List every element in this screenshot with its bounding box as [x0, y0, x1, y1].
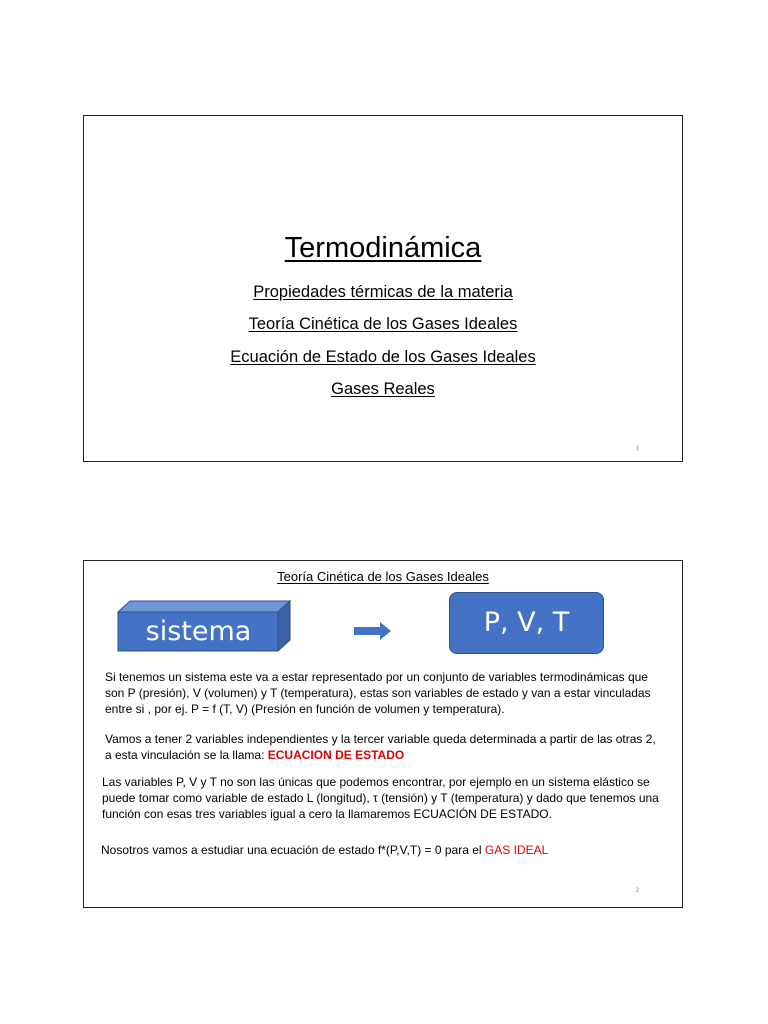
paragraph-4-text: Nosotros vamos a estudiar una ecuación de estado f*(P,V,T) = 0 para el: [101, 843, 485, 857]
paragraph-2: [105, 731, 665, 763]
slide-1-page-number: 1: [635, 446, 639, 452]
topic-line-2: Teoría Cinética de los Gases Ideales: [248, 315, 518, 333]
slide-1: [83, 115, 683, 462]
topic-line-1: Propiedades térmicas de la materia: [253, 283, 513, 301]
paragraph-1: Si tenemos un sistema este va a estar representado por un conjunto de variables termodinámicas que son P (presión), V (volumen) y T (temperatura), estas son variables de estado y van a estar vinculadas entre si , por ej. P = f (T, V) (Presión en función de volumen y temperatura).: [105, 670, 651, 716]
paragraph-3: Las variables P, V y T no son las únicas que podemos encontrar, por ejemplo en un sistema elástico se puede tomar como variable de estado L (longitud), τ (tensión) y T (temperatura) y dado que tenemos una función con esas tres variables igual a cero la llamaremos ECUACIÓN DE ESTADO.: [102, 775, 659, 821]
gas-ideal-emphasis: GAS IDEAL: [484, 843, 549, 857]
sistema-box: [116, 600, 291, 652]
slide-2-heading: Teoría Cinética de los Gases Ideales: [277, 569, 489, 584]
right-arrow-icon: [354, 621, 392, 641]
slide-1-title: Termodinámica: [284, 232, 482, 264]
paragraph-2-text: Vamos a tener 2 variables independientes y la tercer variable queda determinada a partir de las otras 2, a esta vinculación se la llama:: [105, 732, 656, 762]
topic-line-4: Gases Reales: [331, 380, 435, 398]
slide-2: [83, 560, 683, 908]
ecuacion-de-estado-emphasis: ECUACION DE ESTADO: [267, 748, 405, 762]
topic-line-3: Ecuación de Estado de los Gases Ideales: [230, 348, 536, 366]
sistema-label: sistema: [145, 616, 252, 647]
paragraph-4: [101, 842, 666, 858]
pvt-box: P, V, T: [449, 592, 604, 654]
slide-2-page-number: 2: [635, 888, 639, 894]
